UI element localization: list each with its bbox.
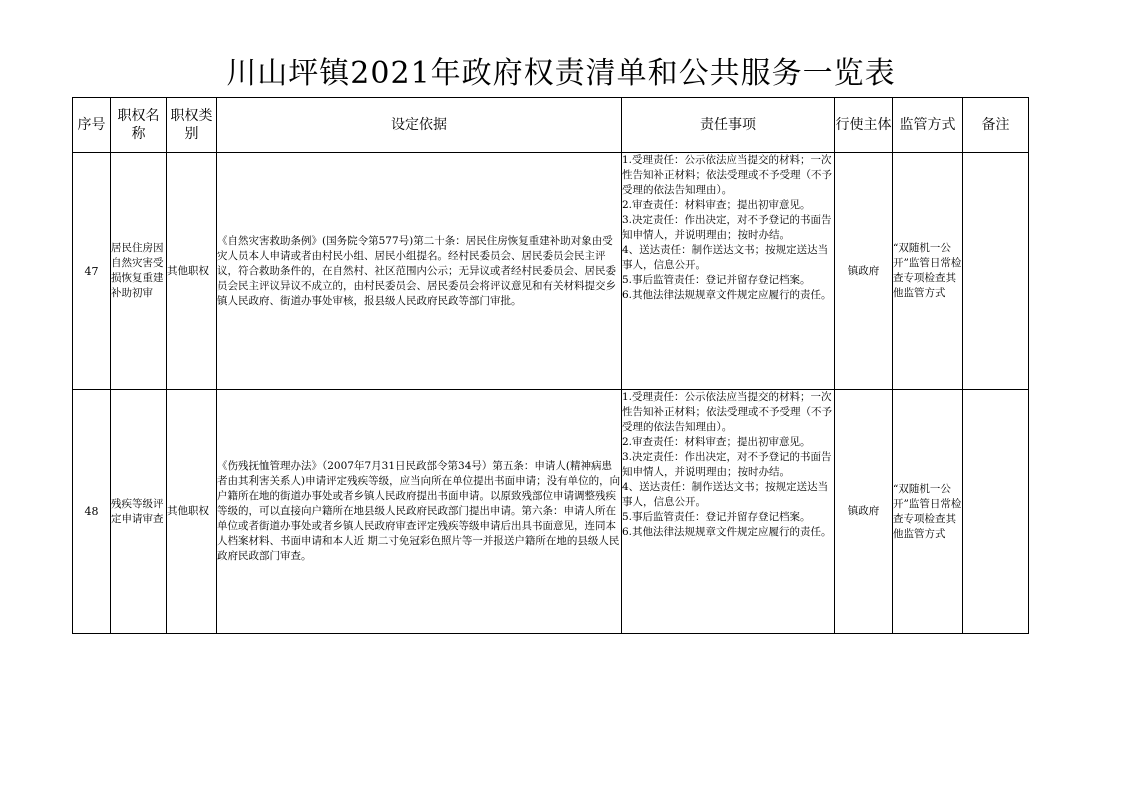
page-title: 川山坪镇2021年政府权责清单和公共服务一览表 — [226, 56, 896, 91]
cell-supervision: “双随机一公开”监管日常检查专项检查其他监管方式 — [893, 153, 963, 390]
duty-item: 3.决定责任：作出决定，对不予登记的书面告知申情人，并说明理由；按时办结。 — [622, 451, 832, 478]
header-basis: 设定依据 — [217, 98, 622, 153]
header-remarks: 备注 — [963, 98, 1029, 153]
duty-item: 2.审查责任：材料审查；提出初审意见。 — [622, 199, 811, 211]
cell-seq: 48 — [73, 390, 111, 634]
cell-basis: 《伤残抚恤管理办法》（2007年7月31日民政部令第34号）第五条：申请人(精神病患者由其利害关系人)申请评定残疾等级，应当向所在单位提出书面申请；没有单位的，向户籍所在地的街道办事处或者乡镇人民政府提出书面申请。以原致残部位申请调整残疾等级的，可以直接向户籍所在地县级人民政府民政部门提出申请。第六条：申请人所在单位或者街道办事处或者乡镇人民政府审查评定残疾等级申请后出具书面意见，连同本人档案材料、书面申请和本人近 期二寸免冠彩色照片等一并报送户籍所在地的县级人民政府民政部门审查。 — [217, 390, 622, 634]
table-row — [73, 390, 1029, 634]
header-supervision: 监管方式 — [893, 98, 963, 153]
cell-seq: 47 — [73, 153, 111, 390]
duty-item: 1.受理责任：公示依法应当提交的材料；一次性告知补正材料；依法受理或不予受理（不予受理的依法告知理由）。 — [622, 391, 832, 433]
header-duty: 责任事项 — [622, 98, 835, 153]
duty-item: 5.事后监管责任：登记并留存登记档案。 — [622, 511, 811, 523]
header-seq: 序号 — [73, 98, 111, 153]
header-type: 职权类别 — [167, 98, 217, 153]
cell-type: 其他职权 — [167, 153, 217, 390]
table-header-row — [73, 98, 1029, 153]
cell-subject: 镇政府 — [835, 153, 893, 390]
cell-name: 居民住房因自然灾害受损恢复重建补助初审 — [111, 153, 167, 390]
header-name: 职权名称 — [111, 98, 167, 153]
duty-item: 3.决定责任：作出决定，对不予登记的书面告知申情人，并说明理由；按时办结。 — [622, 214, 832, 241]
duty-item: 6.其他法律法规规章文件规定应履行的责任。 — [622, 289, 832, 301]
table-row — [73, 153, 1029, 390]
cell-type: 其他职权 — [167, 390, 217, 634]
duty-item: 4、送达责任：制作送达文书；按规定送达当事人，信息公开。 — [622, 481, 829, 508]
cell-subject: 镇政府 — [835, 390, 893, 634]
cell-duty — [622, 153, 835, 390]
cell-basis: 《自然灾害救助条例》(国务院令第577号)第二十条：居民住房恢复重建补助对象由受灾人员本人申请或者由村民小组、居民小组提名。经村民委员会、居民委员会民主评议，符合救助条件的，在自然村、社区范围内公示；无异议或者经村民委员会、居民委员会民主评议异议不成立的，由村民委员会、居民委员会将评议意见和有关材料提交乡镇人民政府、街道办事处审核，报县级人民政府民政等部门审批。 — [217, 153, 622, 390]
duty-item: 1.受理责任：公示依法应当提交的材料；一次性告知补正材料；依法受理或不予受理（不予受理的依法告知理由）。 — [622, 154, 832, 196]
cell-remarks — [963, 153, 1029, 390]
cell-name: 残疾等级评定申请审查 — [111, 390, 167, 634]
duty-item: 6.其他法律法规规章文件规定应履行的责任。 — [622, 526, 832, 538]
responsibility-table — [72, 97, 1029, 634]
duty-item: 5.事后监管责任：登记并留存登记档案。 — [622, 274, 811, 286]
cell-supervision: “双随机一公开”监管日常检查专项检查其他监管方式 — [893, 390, 963, 634]
header-subject: 行使主体 — [835, 98, 893, 153]
cell-remarks — [963, 390, 1029, 634]
duty-item: 4、送达责任：制作送达文书；按规定送达当事人，信息公开。 — [622, 244, 829, 271]
duty-item: 2.审查责任：材料审查；提出初审意见。 — [622, 436, 811, 448]
cell-duty — [622, 390, 835, 634]
